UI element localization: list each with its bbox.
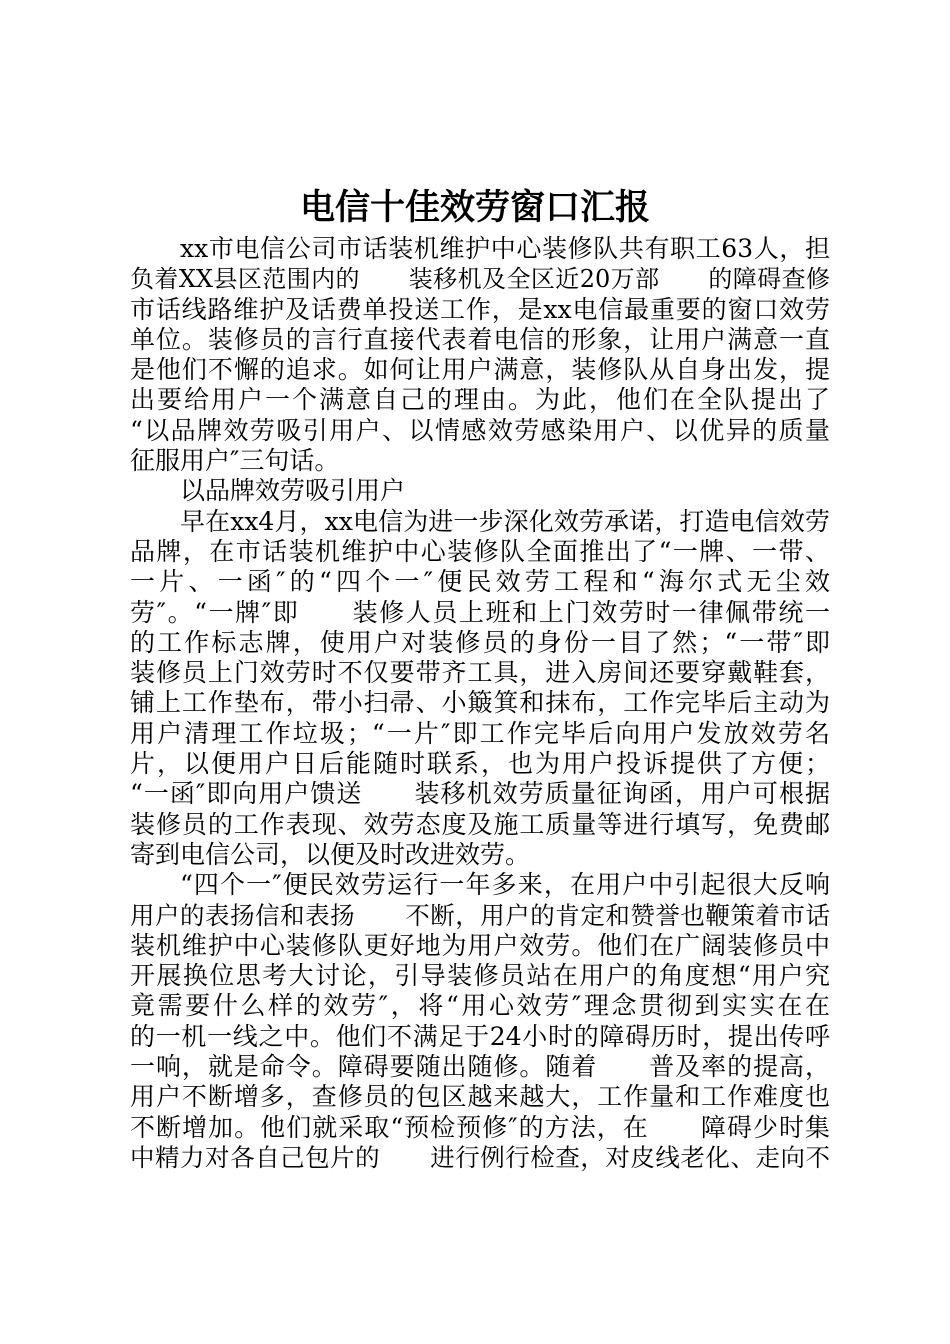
text-line: 用户不断增多，查修员的包区越来越大，工作量和工作难度也 [130, 1082, 830, 1112]
text-line: 开展换位思考大讨论，引导装修员站在用户的角度想“用户究 [130, 961, 830, 991]
text-line: 的工作标志牌，使用户对装修员的身份一目了然；“一带″即 [130, 627, 830, 657]
text-line: 不断增加。他们就采取“预检预修″的方法，在 障碍少时集 [130, 1112, 830, 1142]
text-line: “一函″即向用户馈送 装移机效劳质量征询函，用户可根据 [130, 779, 830, 809]
text-line: 是他们不懈的追求。如何让用户满意，装修队从自身出发，提 [130, 355, 830, 385]
text-line: 装修员上门效劳时不仅要带齐工具，进入房间还要穿戴鞋套， [130, 658, 830, 688]
text-line: 用户的表扬信和表扬 不断，用户的肯定和赞誉也鞭策着市话 [130, 900, 830, 930]
text-line: 竟需要什么样的效劳″，将“用心效劳″理念贯彻到实实在在 [130, 991, 830, 1021]
text-line: 单位。装修员的言行直接代表着电信的形象，让用户满意一直 [130, 324, 830, 354]
text-line: 用户清理工作垃圾；“一片″即工作完毕后向用户发放效劳名 [130, 718, 830, 748]
document-body [130, 234, 830, 1173]
text-line: “四个一″便民效劳运行一年多来，在用户中引起很大反响 [180, 870, 830, 900]
text-line: 装机维护中心装修队更好地为用户效劳。他们在广阔装修员中 [130, 930, 830, 960]
text-line: 铺上工作垫布，带小扫帚、小簸箕和抹布，工作完毕后主动为 [130, 688, 830, 718]
text-line: 出要给用户一个满意自己的理由。为此，他们在全队提出了 [130, 385, 830, 415]
text-line: 中精力对各自己包片的 进行例行检查，对皮线老化、走向不 [130, 1142, 830, 1172]
text-line: 寄到电信公司，以便及时改进效劳。 [130, 839, 531, 869]
text-line: 一响，就是命令。障碍要随出随修。随着 普及率的提高， [130, 1052, 830, 1082]
text-line: 一片、一函″的“四个一″便民效劳工程和“海尔式无尘效 [130, 567, 830, 597]
document-title: 电信十佳效劳窗口汇报 [299, 187, 650, 228]
text-line: 征服用户″三句话。 [130, 446, 340, 476]
text-line: 劳″。“一牌″即 装修人员上班和上门效劳时一律佩带统一 [130, 597, 830, 627]
text-line: 早在xx4月，xx电信为进一步深化效劳承诺，打造电信效劳 [180, 506, 830, 536]
text-line: 装修员的工作表现、效劳态度及施工质量等进行填写，免费邮 [130, 809, 830, 839]
text-line: 市话线路维护及话费单投送工作，是xx电信最重要的窗口效劳 [130, 294, 830, 324]
text-line: 片，以便用户日后能随时联系，也为用户投诉提供了方便； [130, 749, 830, 779]
text-line: 以品牌效劳吸引用户 [180, 476, 406, 506]
text-line: “以品牌效劳吸引用户、以情感效劳感染用户、以优异的质量 [130, 415, 830, 445]
text-line: xx市电信公司市话装机维护中心装修队共有职工63人，担 [180, 234, 830, 263]
text-line: 的一机一线之中。他们不满足于24小时的障碍历时，提出传呼 [130, 1021, 830, 1051]
text-line: 负着XX县区范围内的 装移机及全区近20万部 的障碍查修 [130, 265, 830, 294]
text-line: 品牌，在市话装机维护中心装修队全面推出了“一牌、一带、 [130, 536, 830, 566]
